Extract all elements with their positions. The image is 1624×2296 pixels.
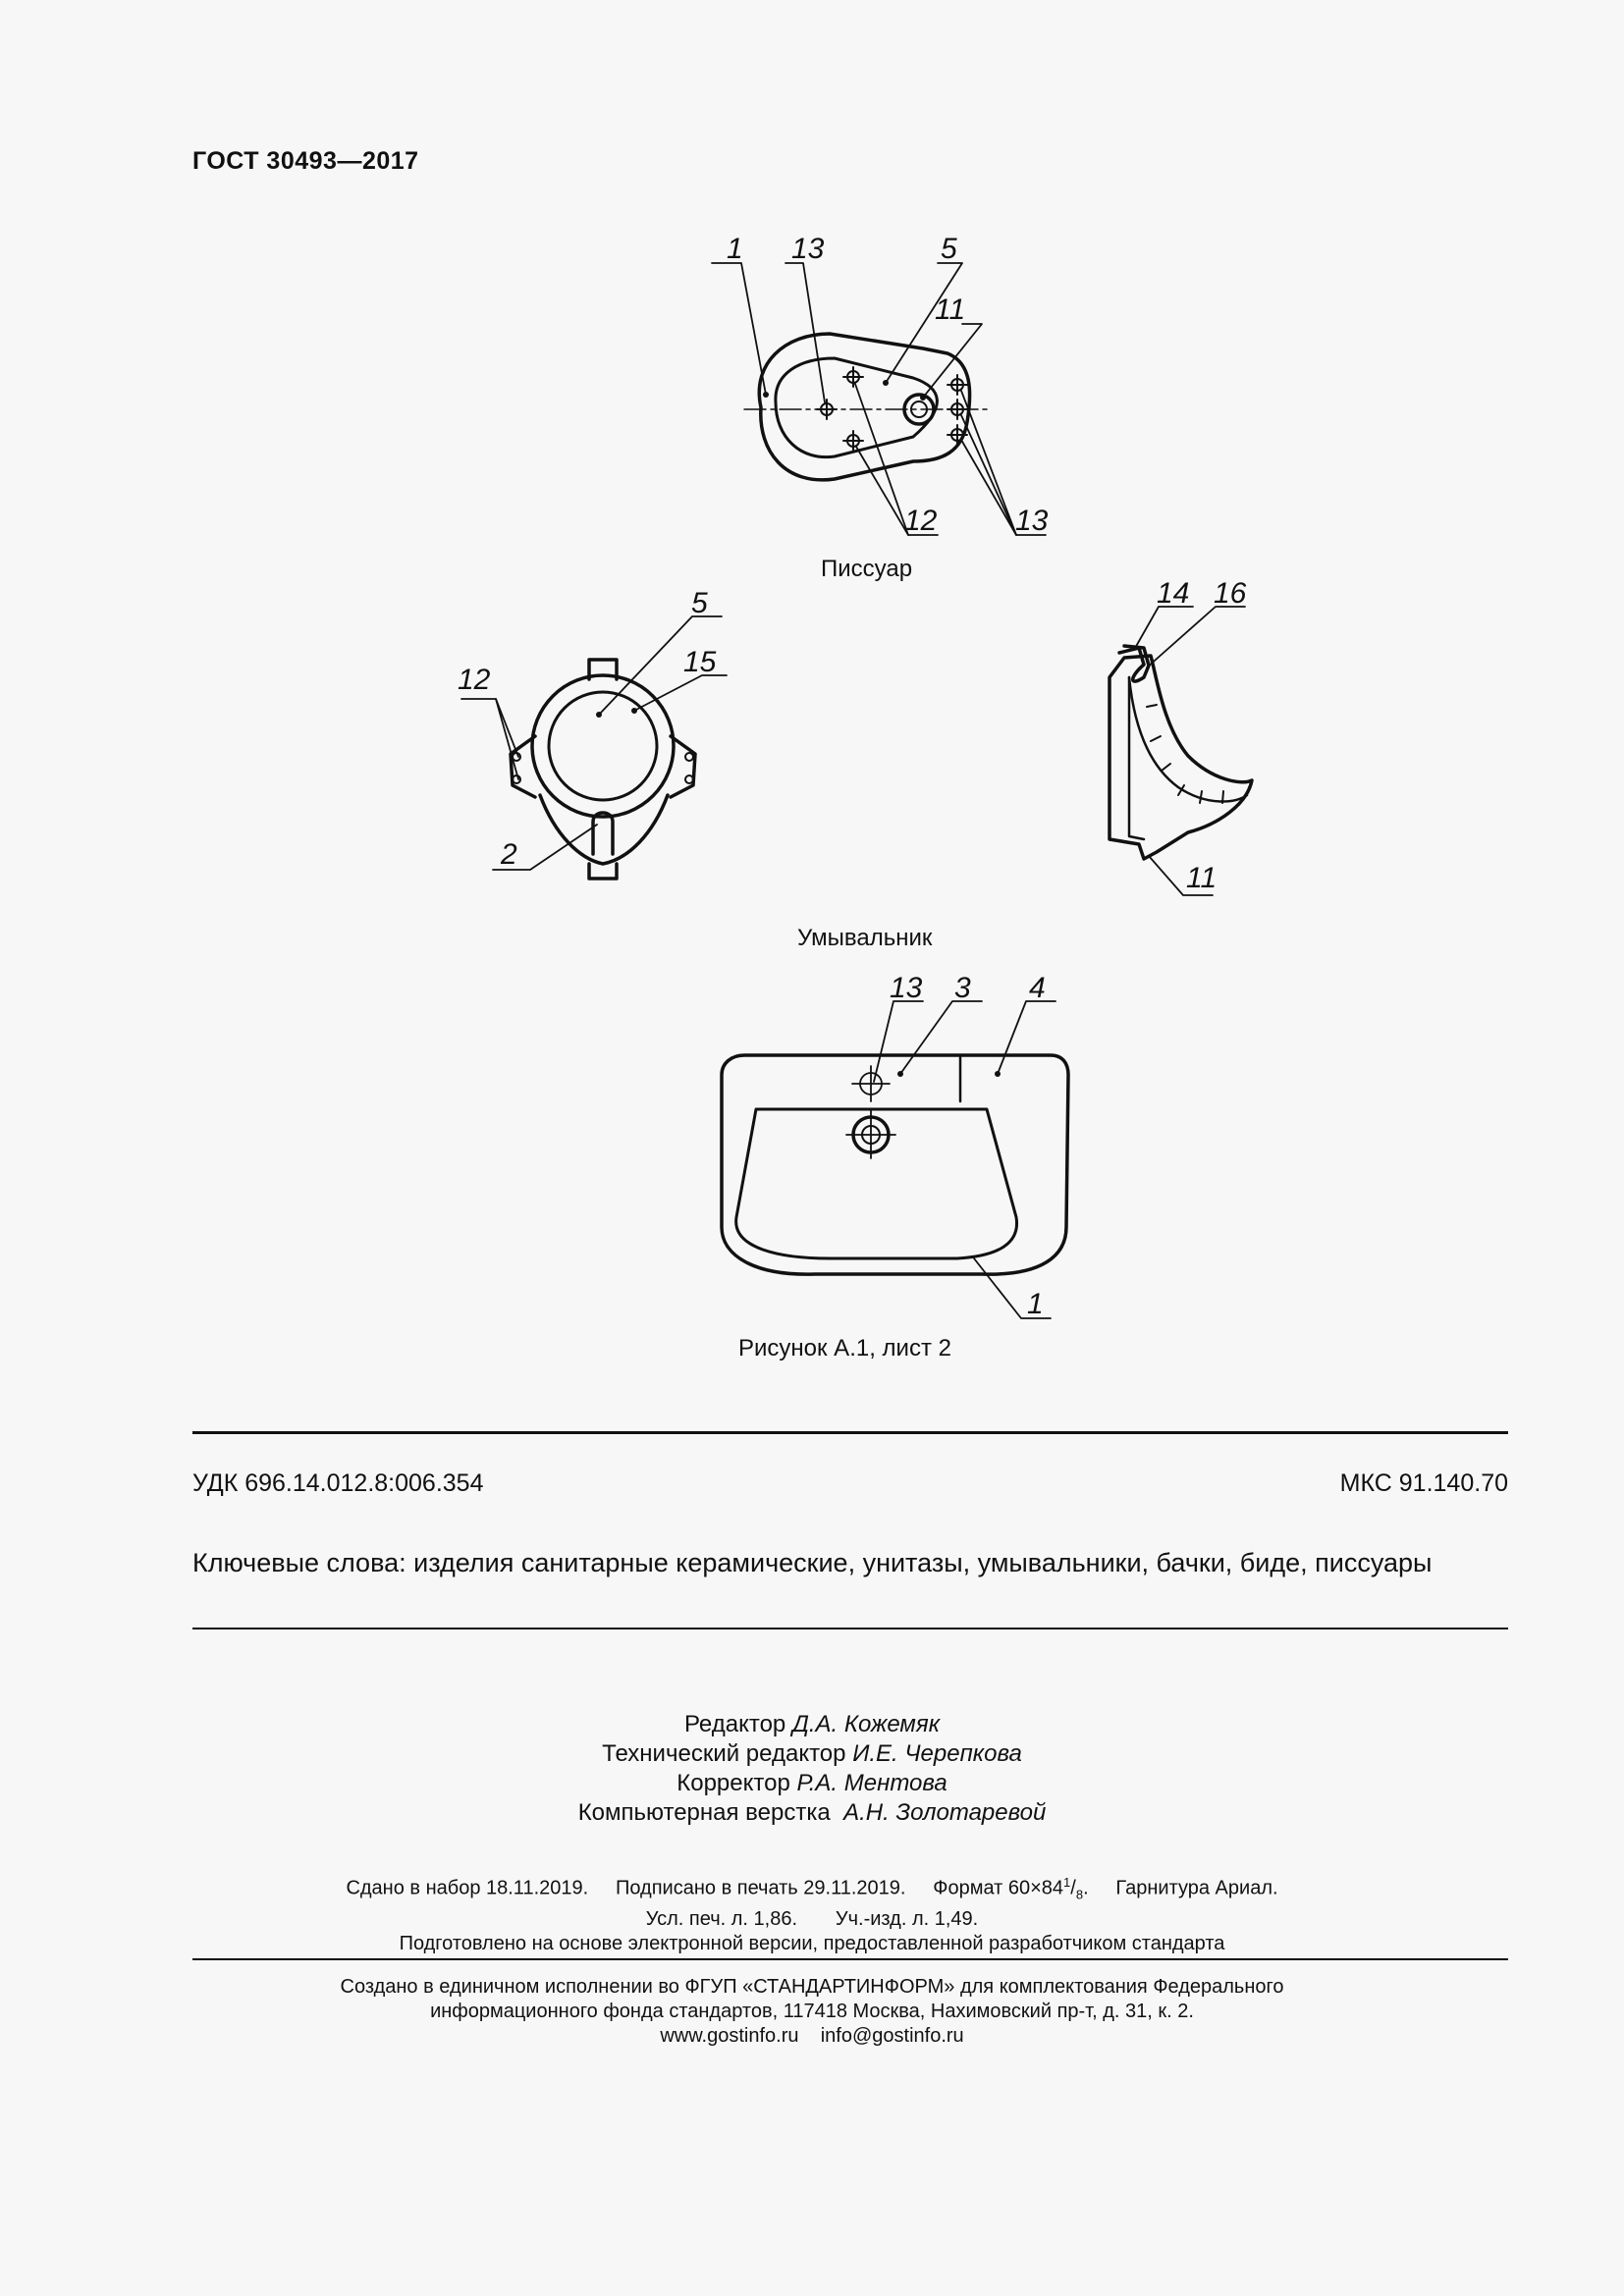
urinal-callout-5: 5 (941, 233, 957, 265)
imprint-publisher: Создано в единичном исполнении во ФГУП «СТАНДАРТИНФОРМ» для комплектования Федерального информационного фонда стандартов, 117418 Москва, Нахимовский пр-т, д. 31, к. 2. www.gostinfo.ru info@gostinfo.ru (340, 1976, 1284, 2047)
credit-layout: Компьютерная верстка А.Н. Золотаревой (577, 1799, 1047, 1826)
front-callout-2: 2 (501, 838, 517, 871)
urinal-caption: Писсуар (821, 556, 913, 582)
urinal-callout-13-top: 13 (791, 233, 825, 265)
mks-code: МКС 91.140.70 (1339, 1469, 1508, 1497)
washbasin-callout-1: 1 (1027, 1288, 1044, 1320)
credit-editor: Редактор Д.А. Кожемяк (683, 1711, 941, 1737)
side-callout-11: 11 (1186, 862, 1218, 894)
credit-corrector: Корректор Р.А. Ментова (677, 1770, 947, 1796)
urinal-front-view (458, 587, 727, 879)
document-code: ГОСТ 30493—2017 (192, 147, 419, 175)
side-callout-16: 16 (1214, 577, 1247, 610)
credits (393, 1710, 1231, 1828)
urinal-callout-11: 11 (935, 294, 966, 326)
urinal-callout-1: 1 (727, 233, 743, 265)
imprint-print-data: Сдано в набор 18.11.2019. Подписано в печать 29.11.2019. Формат $60\times 84^1/_8$. Гарнитура Ариал. Усл. печ. л. 1,86. Уч.-изд. л. 1,49. Подготовлено на основе электронной версии, предоставленной разработчиком стандарта (346, 1875, 1278, 1954)
urinal-callout-12: 12 (904, 505, 938, 537)
divider-top (192, 1431, 1508, 1434)
website-link[interactable]: www.gostinfo.ru (660, 2025, 799, 2047)
keywords: Ключевые слова: изделия санитарные керамические, унитазы, умывальники, бачки, биде, писсуары (192, 1548, 1433, 1577)
urinal-callout-13-bottom: 13 (1015, 505, 1049, 537)
front-callout-15: 15 (683, 646, 717, 678)
washbasin-view (722, 972, 1068, 1320)
washbasin-callout-4: 4 (1029, 972, 1046, 1004)
divider-bottom (192, 1958, 1508, 1960)
urinal-side-view (1110, 577, 1252, 895)
front-callout-12: 12 (458, 664, 491, 696)
figure-caption: Рисунок А.1, лист 2 (738, 1335, 951, 1362)
washbasin-callout-13: 13 (890, 972, 923, 1004)
urinal-top-view (712, 233, 1049, 537)
side-callout-14: 14 (1157, 577, 1190, 610)
divider-middle (192, 1628, 1508, 1629)
washbasin-callout-3: 3 (954, 972, 971, 1004)
udk-code: УДК 696.14.012.8:006.354 (192, 1469, 484, 1497)
email-link[interactable]: info@gostinfo.ru (820, 2025, 964, 2047)
credit-tech-editor: Технический редактор И.Е. Черепкова (602, 1740, 1022, 1767)
washbasin-caption: Умывальник (797, 925, 933, 951)
front-callout-5: 5 (691, 587, 708, 619)
